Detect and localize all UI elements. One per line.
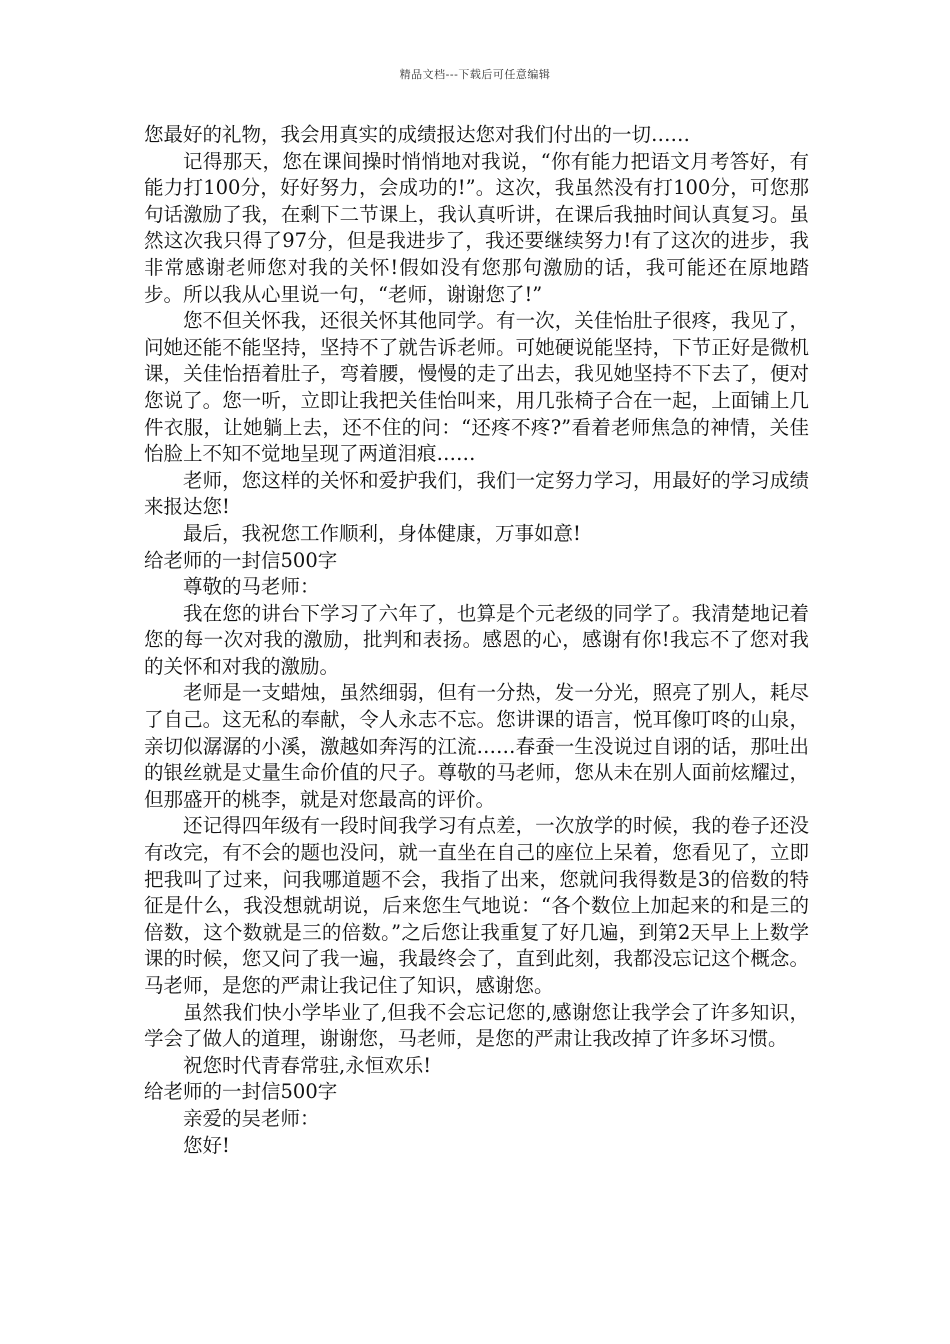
document-body <box>144 122 809 1159</box>
paragraph: 记得那天，您在课间操时悄悄地对我说，“你有能力把语文月考答好，有能力打100分，好好努力，会成功的!”。这次，我虽然没有打100分，可您那句话激励了我，在剩下二节课上，我认真听讲，在课后我抽时间认真复习。虽然这次我只得了97分，但是我进步了，我还要继续努力!有了这次的进步，我非常感谢老师您对我的关怀!假如没有您那句激励的话，我可能还在原地踏步。所以我从心里说一句，“老师，谢谢您了!” <box>144 149 809 306</box>
salutation: 尊敬的马老师： <box>183 575 320 599</box>
paragraph: 虽然我们快小学毕业了,但我不会忘记您的,感谢您让我学会了许多知识，学会了做人的道理，谢谢您，马老师，是您的严肃让我改掉了许多坏习惯。 <box>144 1000 809 1051</box>
closing-wish: 祝您时代青春常驻,永恒欢乐! <box>183 1053 432 1077</box>
closing-wish: 最后，我祝您工作顺利，身体健康，万事如意! <box>183 521 581 545</box>
paragraph: 您最好的礼物，我会用真实的成绩报达您对我们付出的一切…… <box>144 123 691 146</box>
page-header: 精品文档---下载后可任意编辑 <box>399 68 551 81</box>
paragraph: 老师，您这样的关怀和爱护我们，我们一定努力学习，用最好的学习成绩来报达您! <box>144 468 809 519</box>
paragraph: 我在您的讲台下学习了六年了，也算是个元老级的同学了。我清楚地记着您的每一次对我的激励，批判和表扬。感恩的心，感谢有你!我忘不了您对我的关怀和对我的激励。 <box>144 601 809 678</box>
paragraph: 还记得四年级有一段时间我学习有点差，一次放学的时候，我的卷子还没有改完，有不会的题也没问，就一直坐在自己的座位上呆着，您看见了，立即把我叫了过来，问我哪道题不会，我指了出来，您就问我得数是3的倍数的特征是什么，我没想就胡说，后来您生气地说：“各个数位上加起来的和是三的倍数，这个数就是三的倍数。”之后您让我重复了好几遍，到第2天早上上数学课的时候，您又问了我一遍，我最终会了，直到此刻，我都没忘记这个概念。马老师，是您的严肃让我记住了知识，感谢您。 <box>144 814 809 997</box>
salutation: 亲爱的吴老师： <box>183 1106 320 1130</box>
paragraph: 老师是一支蜡烛，虽然细弱，但有一分热，发一分光，照亮了别人，耗尽了自己。这无私的奉献，令人永志不忘。您讲课的语言，悦耳像叮咚的山泉，亲切似潺潺的小溪，激越如奔泻的江流……春蚕一生没说过自诩的话，那吐出的银丝就是丈量生命价值的尺子。尊敬的马老师，您从未在别人面前炫耀过，但那盛开的桃李，就是对您最高的评价。 <box>144 681 809 811</box>
letter-title: 给老师的一封信500字 <box>144 1080 338 1104</box>
greeting: 您好! <box>183 1133 230 1157</box>
letter-title: 给老师的一封信500字 <box>144 548 338 572</box>
paragraph: 您不但关怀我，还很关怀其他同学。有一次，关佳怡肚子很疼，我见了，问她还能不能坚持，坚持不了就告诉老师。可她硬说能坚持，下节正好是微机课，关佳怡捂着肚子，弯着腰，慢慢的走了出去，我见她坚持不下去了，便对您说了。您一听，立即让我把关佳怡叫来，用几张椅子合在一起，上面铺上几件衣服，让她躺上去，还不住的问：“还疼不疼?”看着老师焦急的神情，关佳怡脸上不知不觉地呈现了两道泪痕…… <box>144 309 809 466</box>
